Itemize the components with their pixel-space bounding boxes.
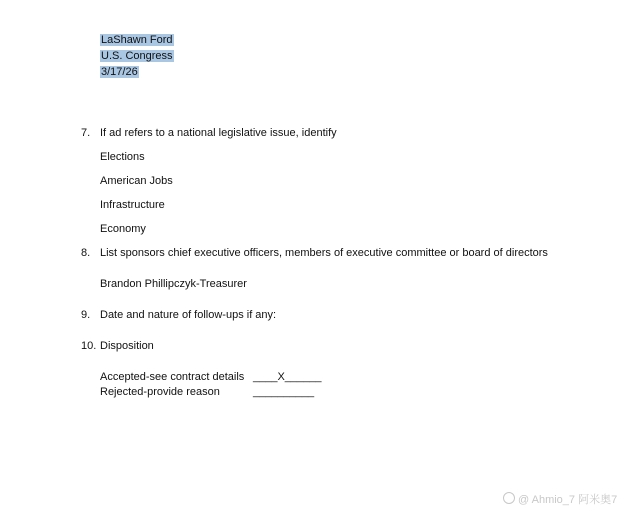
watermark: @ Ahmio_7 阿米奥7 <box>503 492 617 507</box>
item-10-number: 10. <box>81 340 97 352</box>
candidate-name: LaShawn Ford <box>101 34 173 46</box>
item-8-number: 8. <box>81 247 91 259</box>
item-10-question: Disposition <box>100 340 154 352</box>
item-7-answer-elections: Elections <box>100 151 145 163</box>
document-date: 3/17/26 <box>101 66 138 78</box>
item-8-question: List sponsors chief executive officers, members of executive committee or board of directors <box>100 247 548 259</box>
candidate-office: U.S. Congress <box>101 50 173 62</box>
item-7-answer-infrastructure: Infrastructure <box>100 199 165 211</box>
item-8-answer-sponsor: Brandon Phillipczyk-Treasurer <box>100 278 247 290</box>
item-9-question: Date and nature of follow-ups if any: <box>100 309 277 321</box>
weibo-watermark-icon <box>503 492 515 504</box>
item-7-question: If ad refers to a national legislative issue, identify <box>100 127 337 139</box>
item-7-answer-american-jobs: American Jobs <box>100 175 173 187</box>
disposition-rejected-label: Rejected-provide reason <box>100 386 220 398</box>
disposition-rejected-mark: __________ <box>253 386 315 398</box>
item-7-number: 7. <box>81 127 91 139</box>
item-9-number: 9. <box>81 309 91 321</box>
item-7-answer-economy: Economy <box>100 223 146 235</box>
disposition-accepted-mark: ____X______ <box>253 371 322 383</box>
disposition-accepted-label: Accepted-see contract details <box>100 371 245 383</box>
